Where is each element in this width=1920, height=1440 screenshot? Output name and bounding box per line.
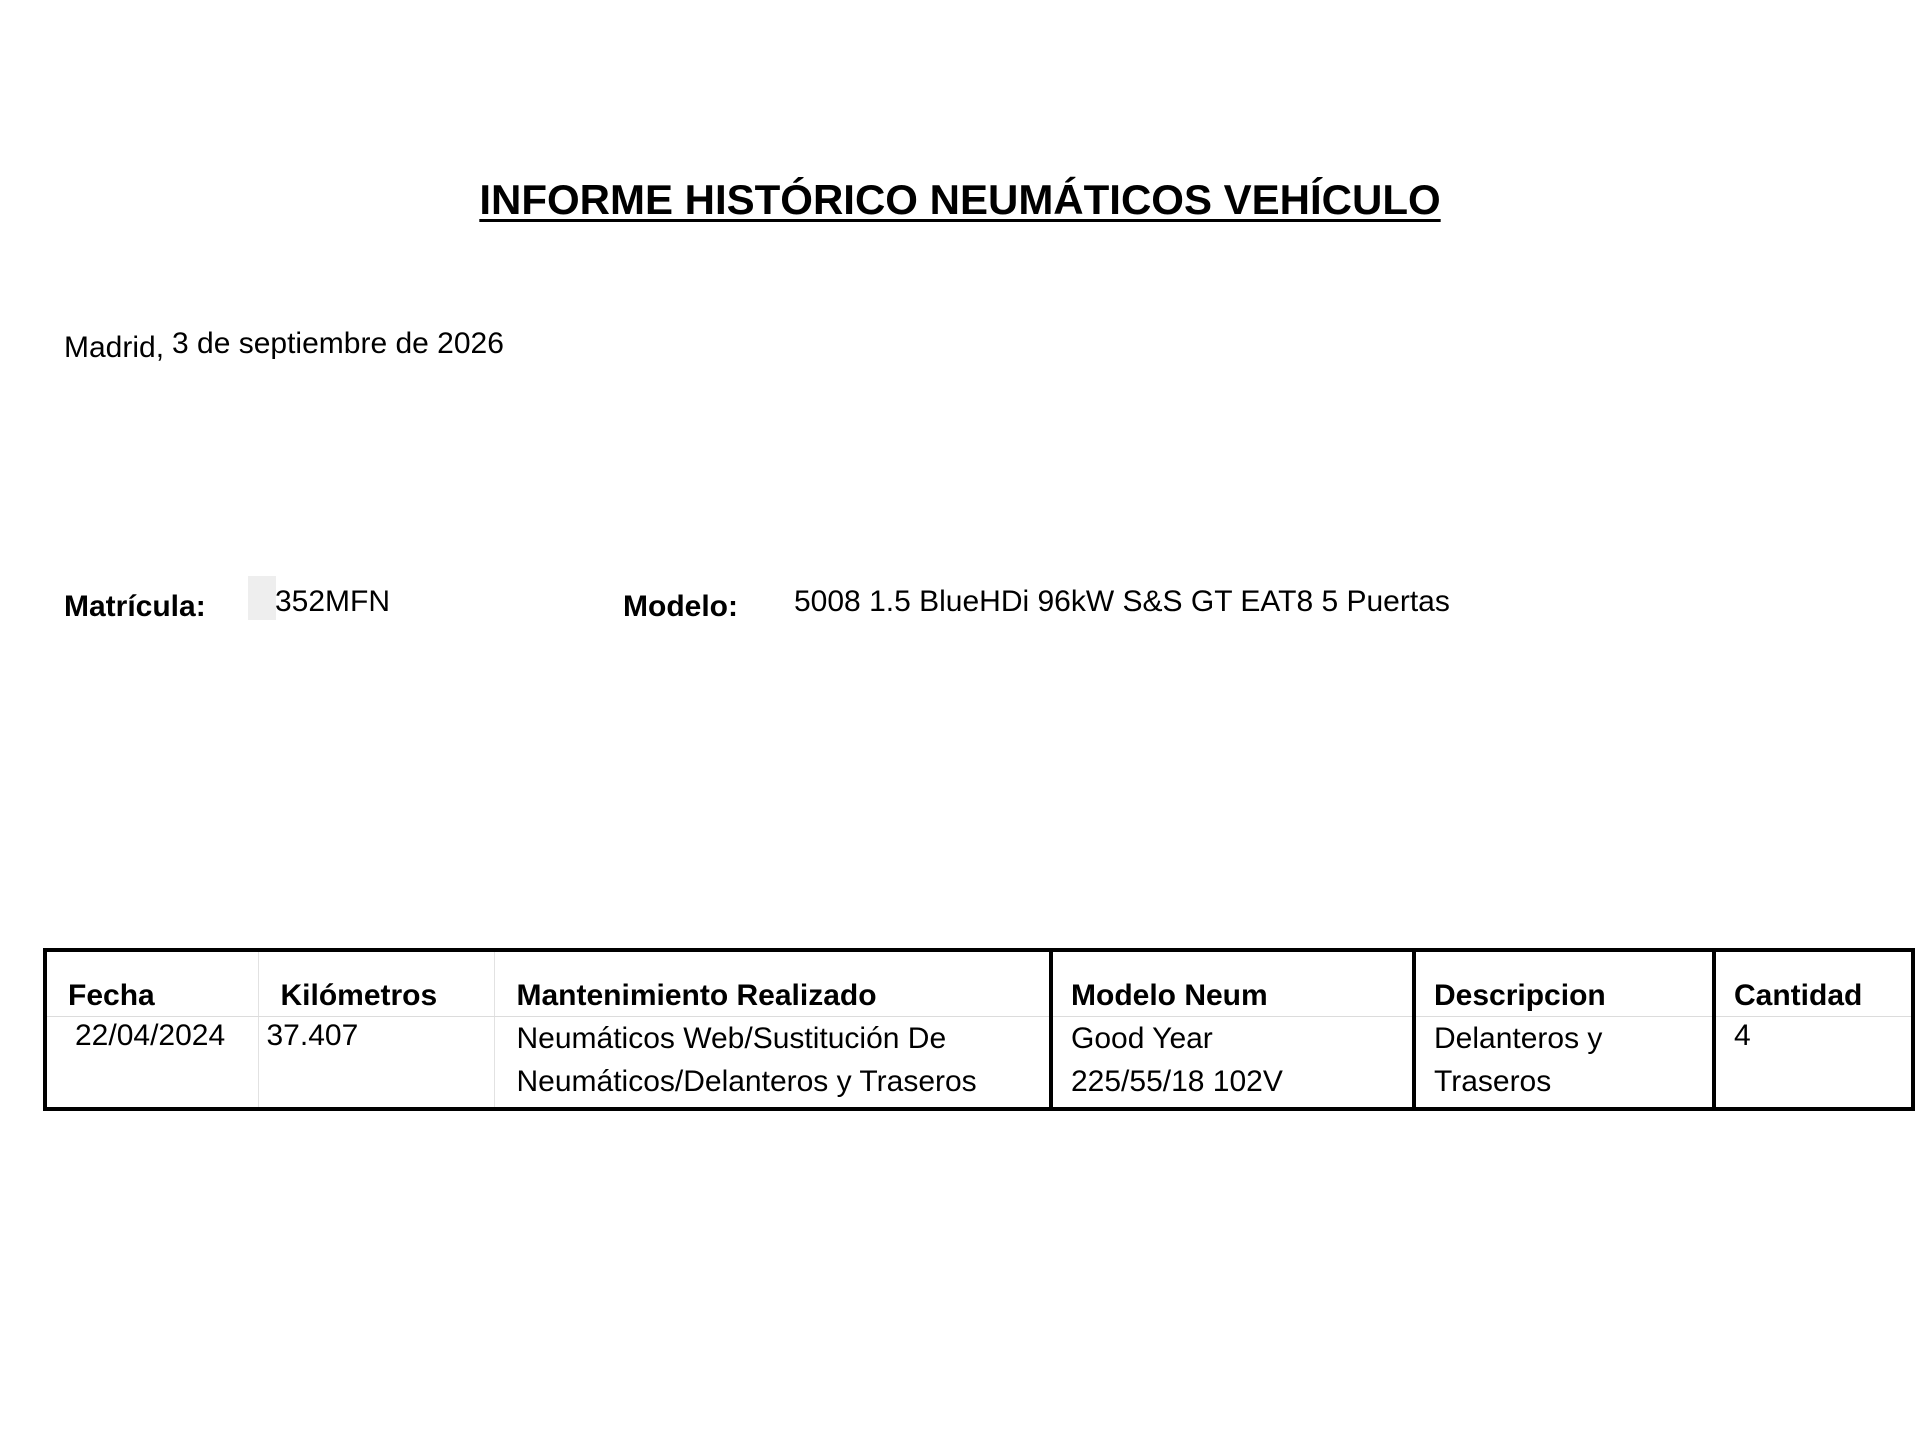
cell-mantenimiento: Neumáticos Web/Sustitución De Neumáticos/Delanteros y Traseros: [494, 1017, 1051, 1110]
plate-label: Matrícula:: [64, 590, 206, 623]
table-row: [45, 1017, 1913, 1110]
cell-cantidad: 4: [1734, 1019, 1751, 1052]
col-header-descripcion: Descripcion: [1414, 950, 1714, 1017]
col-header-fecha: Fecha: [45, 950, 258, 1017]
col-header-kilometros: Kilómetros: [258, 950, 494, 1017]
plate-value: 352MFN: [275, 585, 391, 618]
report-date: 3 de septiembre de 2026: [172, 327, 504, 360]
redaction-mark: [248, 576, 276, 620]
report-title: INFORME HISTÓRICO NEUMÁTICOS VEHÍCULO: [479, 176, 1441, 223]
report-place: Madrid,: [64, 331, 165, 364]
cell-modelo-neum: Good Year 225/55/18 102V: [1051, 1017, 1414, 1110]
col-header-cantidad: Cantidad: [1714, 950, 1913, 1017]
model-label: Modelo:: [623, 590, 738, 623]
tire-history-table: [43, 948, 1915, 1111]
cell-kilometros: 37.407: [258, 1017, 494, 1110]
table-header-row: [45, 950, 1913, 1017]
col-header-modelo-neum: Modelo Neum: [1051, 950, 1414, 1017]
col-header-mantenimiento: Mantenimiento Realizado: [494, 950, 1051, 1017]
model-value: 5008 1.5 BlueHDi 96kW S&S GT EAT8 5 Puertas: [794, 585, 1450, 618]
cell-fecha: 22/04/2024: [45, 1017, 258, 1110]
cell-descripcion: Delanteros y Traseros: [1414, 1017, 1714, 1110]
